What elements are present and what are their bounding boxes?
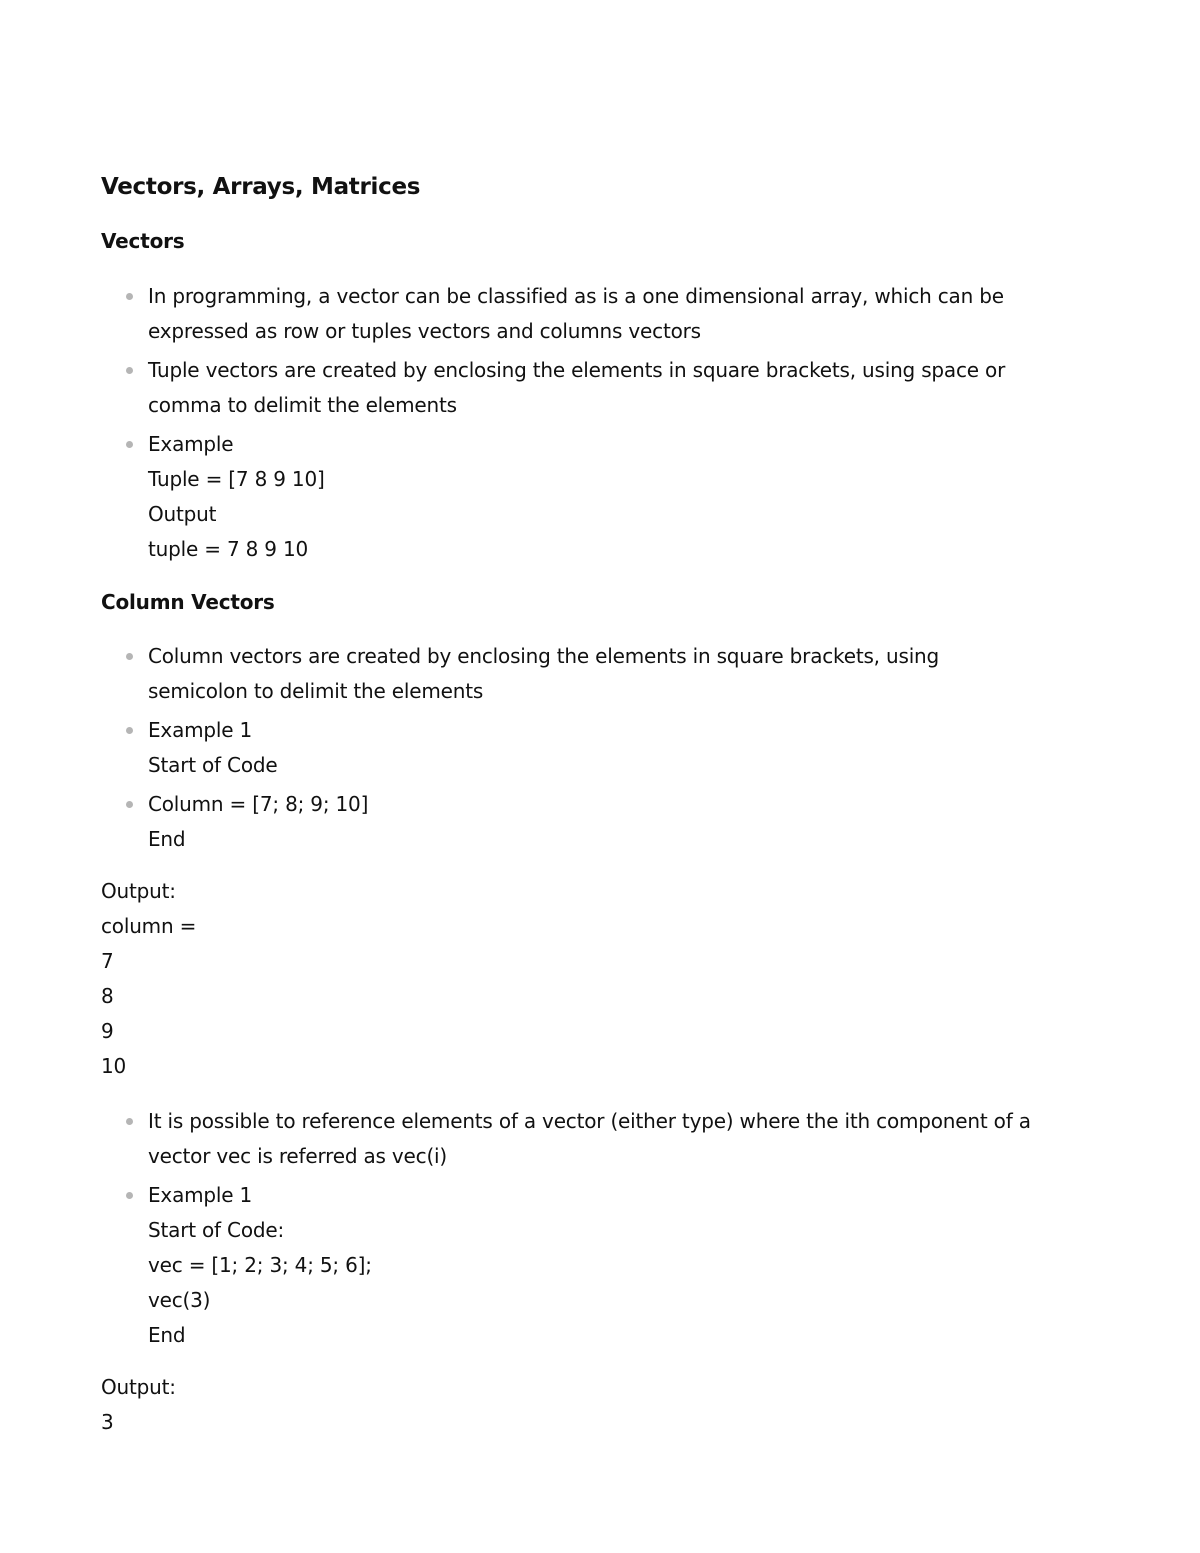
column-output-block [101, 874, 1111, 1084]
section-heading-column-vectors: Column Vectors [101, 590, 275, 614]
output-label: Output: [101, 879, 176, 903]
vectors-list [101, 279, 1111, 567]
list-item: Column vectors are created by enclosing the elements in square brackets, using semicolon to delimit the elements [101, 639, 1111, 709]
list-item: Column = [7; 8; 9; 10] End [101, 787, 1111, 857]
output-line: column = [101, 914, 197, 938]
list-item: It is possible to reference elements of a vector (either type) where the ith component of a vector vec is referred as vec(i) [101, 1104, 1111, 1174]
section-heading-vectors: Vectors [101, 229, 185, 253]
bullet-icon [126, 441, 133, 448]
output-line: 10 [101, 1054, 127, 1078]
list-item: Example 1 Start of Code [101, 713, 1111, 783]
bullet-icon [126, 727, 133, 734]
bullet-icon [126, 1118, 133, 1125]
bullet-icon [126, 1192, 133, 1199]
referencing-list [101, 1104, 1111, 1353]
page-title: Vectors, Arrays, Matrices [101, 174, 421, 200]
output-line: 3 [101, 1410, 114, 1434]
output-line: 9 [101, 1019, 114, 1043]
output-line: 8 [101, 984, 114, 1008]
bullet-icon [126, 367, 133, 374]
bullet-icon [126, 653, 133, 660]
document-page [101, 168, 1111, 1440]
list-item: Example 1 Start of Code: vec = [1; 2; 3; 4; 5; 6]; vec(3) End [101, 1178, 1111, 1353]
output-line: 7 [101, 949, 114, 973]
bullet-icon [126, 293, 133, 300]
column-vectors-list [101, 639, 1111, 857]
referencing-output-block [101, 1370, 1111, 1440]
list-item: Example Tuple = [7 8 9 10] Output tuple = 7 8 9 10 [101, 427, 1111, 567]
bullet-icon [126, 801, 133, 808]
list-item: In programming, a vector can be classified as is a one dimensional array, which can be expressed as row or tuples vectors and columns vectors [101, 279, 1111, 349]
output-label: Output: [101, 1375, 176, 1399]
list-item: Tuple vectors are created by enclosing the elements in square brackets, using space or comma to delimit the elements [101, 353, 1111, 423]
